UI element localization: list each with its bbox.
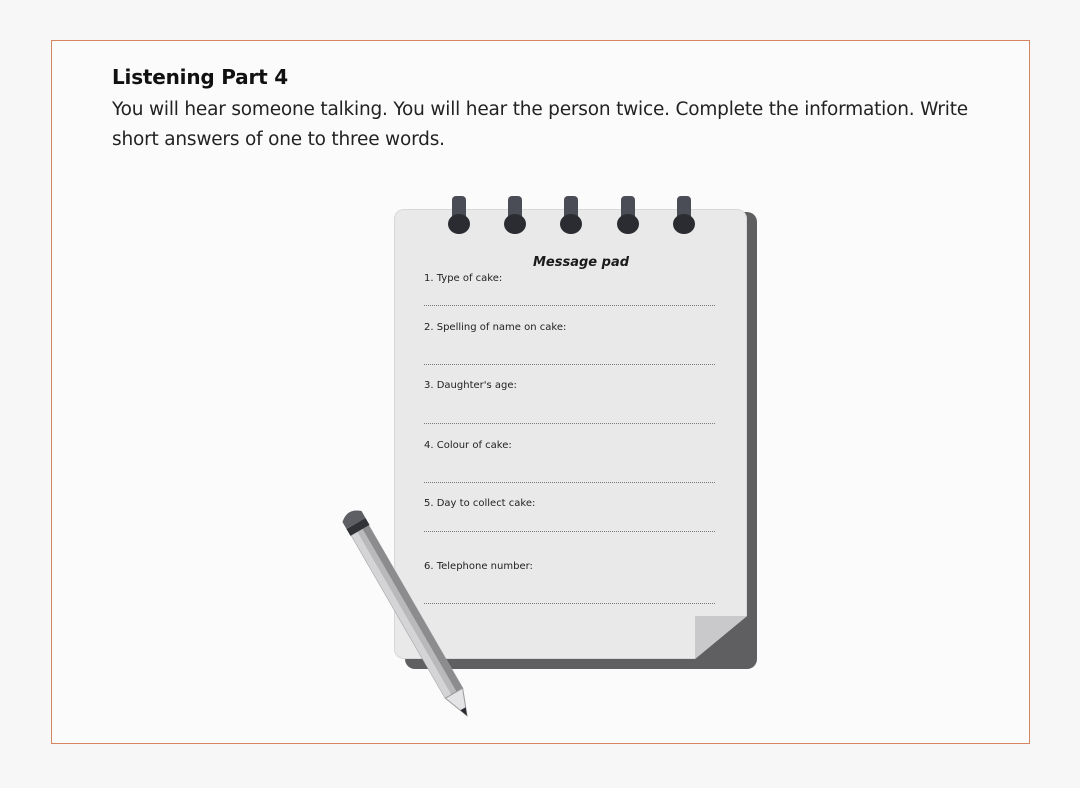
answer-line-1[interactable] (424, 305, 715, 306)
question-label-6: 6. Telephone number: (424, 561, 533, 572)
answer-line-2[interactable] (424, 364, 715, 365)
spiral-ring (673, 196, 695, 238)
spiral-ring (560, 196, 582, 238)
spiral-ring (504, 196, 526, 238)
question-label-4: 4. Colour of cake: (424, 440, 512, 451)
answer-line-4[interactable] (424, 482, 715, 483)
question-label-3: 3. Daughter's age: (424, 380, 517, 391)
instructions-text: You will hear someone talking. You will hear the person twice. Complete the information. Write short answers of one to three words. (112, 99, 968, 150)
spiral-ring (448, 196, 470, 238)
answer-line-3[interactable] (424, 423, 715, 424)
question-label-5: 5. Day to collect cake: (424, 498, 536, 509)
message-pad-title: Message pad (533, 255, 630, 270)
question-label-1: 1. Type of cake: (424, 273, 503, 284)
spiral-ring (617, 196, 639, 238)
section-heading: Listening Part 4 (112, 65, 288, 89)
pencil-icon (330, 500, 500, 740)
question-label-2: 2. Spelling of name on cake: (424, 322, 567, 333)
